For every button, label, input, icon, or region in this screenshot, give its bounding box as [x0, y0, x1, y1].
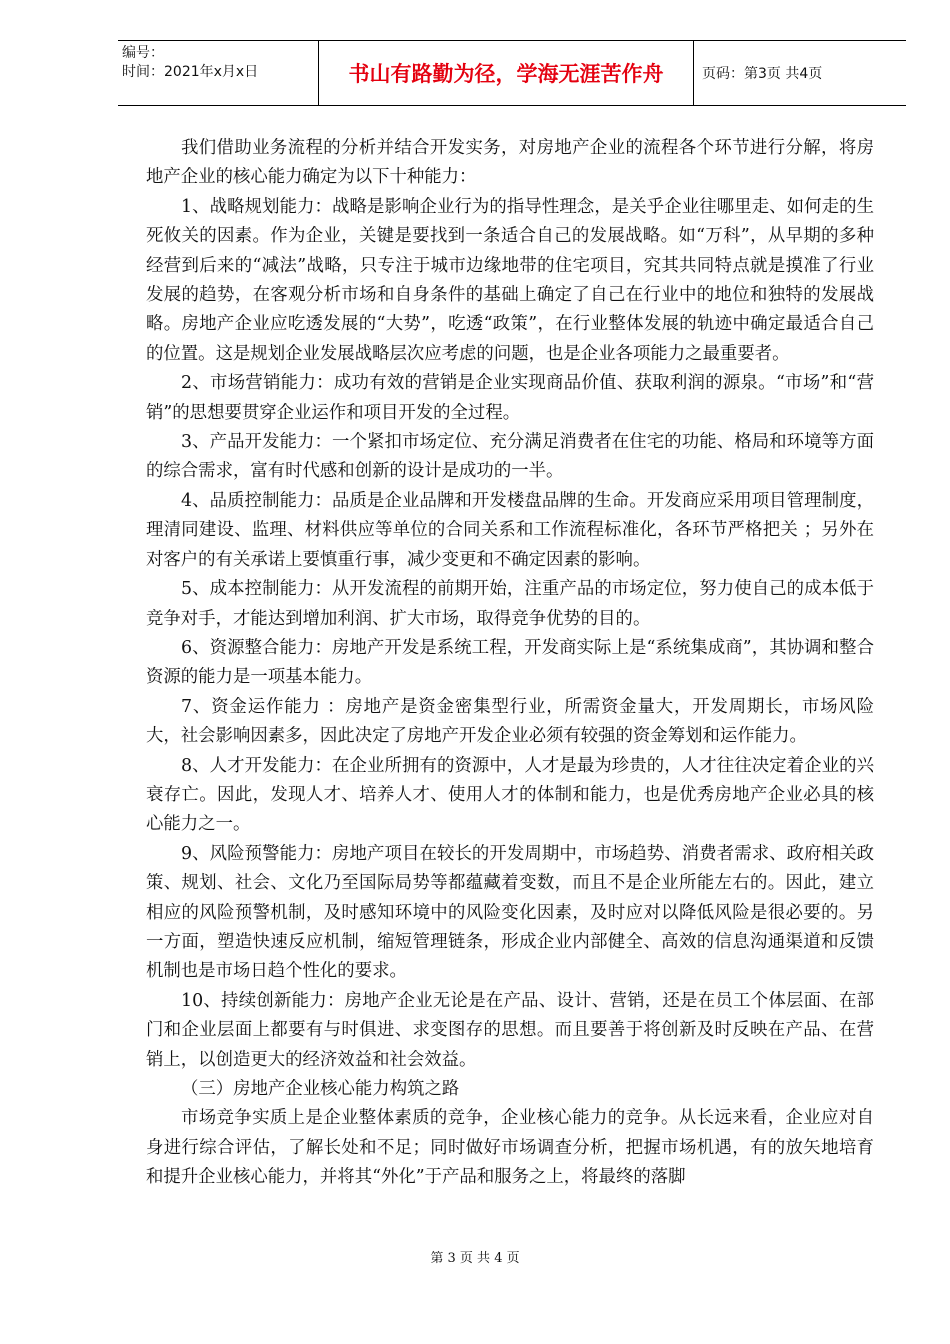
paragraph-competition: 市场竞争实质上是企业整体素质的竞争，企业核心能力的竞争。从长远来看，企业应对自身进行综合评估，了解长处和不足；同时做好市场调查分析，把握市场机遇，有的放矢地培育和提升企业核心能力，并将其“外化”于产品和服务之上，将最终的落脚 [146, 1108, 874, 1188]
header-page-number: 页码：第3页 共4页 [702, 66, 823, 82]
page-footer: 第 3 页 共 4 页 [430, 1251, 520, 1266]
document-date: 时间：2021年x月x日 [122, 64, 259, 80]
paragraph-capital: 7、资金运作能力 ：房地产是资金密集型行业，所需资金量大，开发周期长，市场风险大，社会影响因素多，因此决定了房地产开发企业必须有较强的资金筹划和运作能力。 [146, 696, 874, 747]
paragraph-intro: 我们借助业务流程的分析并结合开发实务，对房地产企业的流程各个环节进行分解，将房地产企业的核心能力确定为以下十种能力： [146, 138, 874, 188]
document-body [146, 134, 874, 1193]
paragraph-product: 3、产品开发能力：一个紧扣市场定位、充分满足消费者在住宅的功能、格局和环境等方面的综合需求，富有时代感和创新的设计是成功的一半。 [146, 432, 874, 482]
paragraph-quality: 4、品质控制能力：品质是企业品牌和开发楼盘品牌的生命。开发商应采用项目管理制度，理清同建设、监理、材料供应等单位的合同关系和工作流程标准化，各环节严格把关 ；另外在对客户的有关承诺上要慎重行事，减少变更和不确定因素的影响。 [146, 490, 874, 570]
header-meta [118, 41, 319, 106]
paragraph-cost: 5、成本控制能力：从开发流程的前期开始，注重产品的市场定位，努力使自己的成本低于竞争对手，才能达到增加利润、扩大市场，取得竞争优势的目的。 [146, 579, 874, 629]
paragraph-talent: 8、人才开发能力：在企业所拥有的资源中，人才是最为珍贵的，人才往往决定着企业的兴衰存亡。因此，发现人才、培养人才、使用人才的体制和能力，也是优秀房地产企业必具的核心能力之一。 [146, 755, 874, 835]
header-slogan: 书山有路勤为径，学海无涯苦作舟 [319, 41, 694, 106]
paragraph-strategy: 1、战略规划能力：战略是影响企业行为的指导性理念，是关乎企业往哪里走、如何走的生死攸关的因素。作为企业，关键是要找到一条适合自己的发展战略。如“万科”，从早期的多种经营到后来的“减法”战略，只专注于城市边缘地带的住宅项目，究其共同特点就是摸准了行业发展的趋势，在客观分析市场和自身条件的基础上确定了自己在行业中的地位和独特的发展战略。房地产企业应吃透发展的“大势”，吃透“政策”，在行业整体发展的轨迹中确定最适合自己的位置。这是规划企业发展战略层次应考虑的问题，也是企业各项能力之最重要者。 [146, 196, 874, 364]
document-number-label: 编号： [122, 45, 164, 61]
paragraph-resources: 6、资源整合能力：房地产开发是系统工程，开发商实际上是“系统集成商”，其协调和整合资源的能力是一项基本能力。 [146, 637, 874, 688]
paragraph-innovation: 10、持续创新能力：房地产企业无论是在产品、设计、营销，还是在员工个体层面、在部门和企业层面上都要有与时俱进、求变图存的思想。而且要善于将创新及时反映在产品、在营销上，以创造更大的经济效益和社会效益。 [146, 990, 874, 1070]
paragraph-risk: 9、风险预警能力：房地产项目在较长的开发周期中，市场趋势、消费者需求、政府相关政策、规划、社会、文化乃至国际局势等都蕴藏着变数，而且不是企业所能左右的。因此，建立相应的风险预警机制，及时感知环境中的风险变化因素，及时应对以降低风险是很必要的。另一方面，塑造快速反应机制，缩短管理链条，形成企业内部健全、高效的信息沟通渠道和反馈机制也是市场日趋个性化的要求。 [146, 843, 874, 982]
section-heading: （三）房地产企业核心能力构筑之路 [181, 1079, 460, 1099]
paragraph-marketing: 2、市场营销能力：成功有效的营销是企业实现商品价值、获取利润的源泉。“市场”和“营销”的思想要贯穿企业运作和项目开发的全过程。 [146, 373, 874, 423]
page-header [118, 40, 906, 106]
